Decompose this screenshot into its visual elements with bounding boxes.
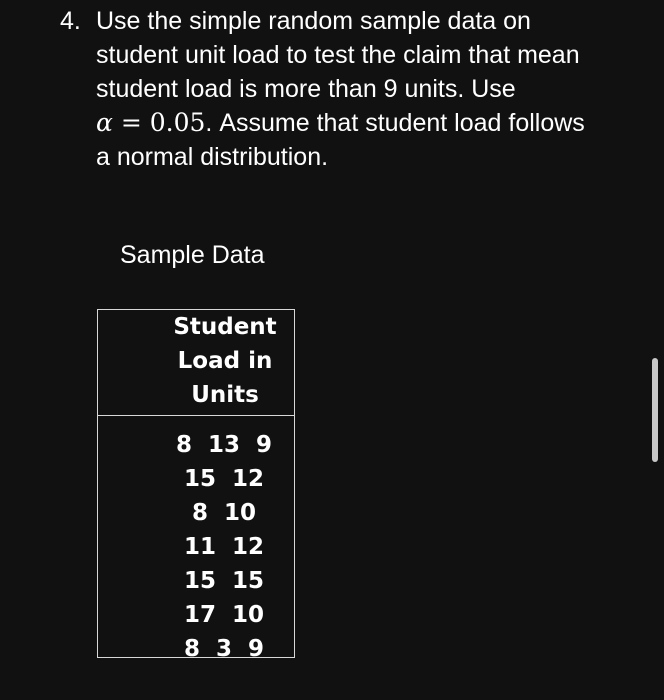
table-header-line: Load in xyxy=(177,348,273,374)
table-row: 15 15 xyxy=(183,568,265,594)
question-line-3: student load is more than 9 units. Use xyxy=(96,75,516,103)
table-row: 11 12 xyxy=(183,534,265,560)
table-row: 8 3 9 xyxy=(183,636,265,662)
table-header-line: Units xyxy=(191,382,259,408)
sample-data-table xyxy=(97,309,295,662)
sample-data-label: Sample Data xyxy=(120,241,265,269)
question-line-4 xyxy=(60,106,640,140)
table-row: 8 10 xyxy=(191,500,257,526)
table-row: 15 12 xyxy=(183,466,265,492)
table-row: 17 10 xyxy=(183,602,265,628)
table-header-line: Student xyxy=(173,314,277,340)
question-line-4-text: . Assume that student load follows xyxy=(205,109,585,137)
alpha-symbol: α xyxy=(96,108,113,137)
alpha-value: 0.05 xyxy=(149,108,206,137)
question-text xyxy=(60,4,640,174)
question-number: 4. xyxy=(60,7,81,35)
table-header xyxy=(98,310,294,416)
question-line-2: student unit load to test the claim that mean xyxy=(96,41,580,69)
question-line-1-text: Use the simple random sample data on xyxy=(96,7,531,35)
vertical-scrollbar-thumb[interactable] xyxy=(652,358,658,462)
equals-sign: = xyxy=(120,108,142,137)
table-row: 8 13 9 xyxy=(175,432,273,458)
alpha-expression xyxy=(96,108,205,137)
question-line-5: a normal distribution. xyxy=(96,143,329,171)
question-line-1 xyxy=(60,4,640,38)
